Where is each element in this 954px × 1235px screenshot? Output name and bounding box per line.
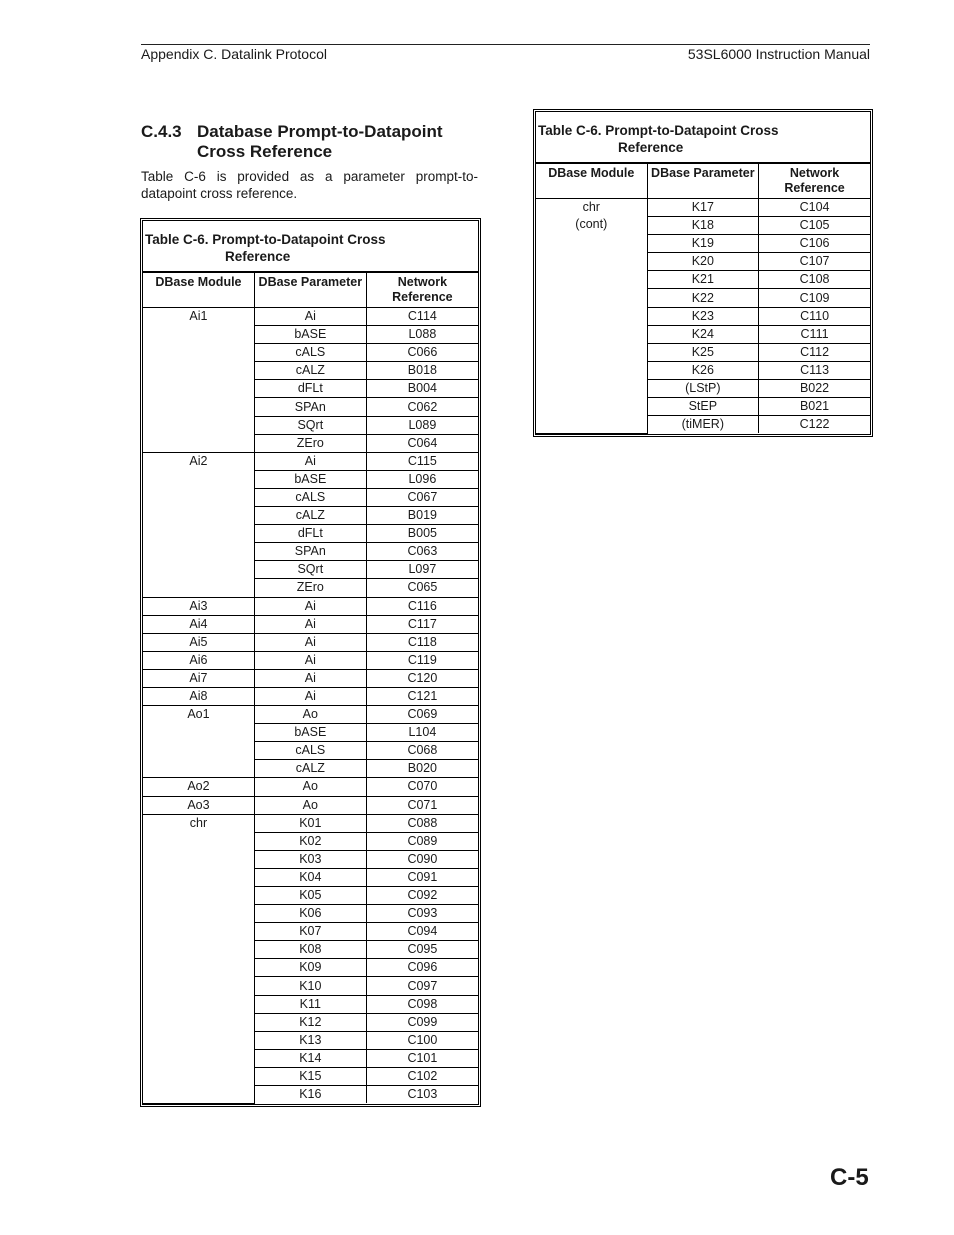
parameter-cell: K25 [647, 343, 759, 361]
table-row [143, 452, 478, 470]
network-reference-cell: C088 [366, 814, 478, 832]
parameter-cell: (tiMER) [647, 416, 759, 434]
network-reference-cell: C064 [366, 434, 478, 452]
network-reference-cell: C063 [366, 543, 478, 561]
table-row [143, 706, 478, 724]
parameter-cell: K20 [647, 253, 759, 271]
network-reference-cell: B019 [366, 507, 478, 525]
parameter-cell: K10 [254, 977, 366, 995]
module-cell: Ai6 [143, 651, 254, 669]
table-row [143, 651, 478, 669]
parameter-cell: K18 [647, 217, 759, 235]
parameter-cell: SPAn [254, 543, 366, 561]
parameter-cell: bASE [254, 326, 366, 344]
header-chapter: Appendix C. Datalink Protocol [141, 46, 327, 62]
parameter-cell: K23 [647, 307, 759, 325]
network-reference-cell: C104 [759, 199, 870, 217]
network-reference-cell: C089 [366, 832, 478, 850]
parameter-cell: K02 [254, 832, 366, 850]
network-reference-cell: C068 [366, 742, 478, 760]
header-network-reference: Network Reference [759, 164, 870, 199]
module-cell: Ao2 [143, 778, 254, 796]
network-reference-cell: C121 [366, 687, 478, 705]
network-reference-cell: C099 [366, 1013, 478, 1031]
parameter-cell: K08 [254, 941, 366, 959]
cross-reference-table-right [535, 111, 871, 435]
network-reference-cell: B004 [366, 380, 478, 398]
network-reference-cell: C109 [759, 289, 870, 307]
network-reference-cell: C117 [366, 615, 478, 633]
parameter-cell: cALS [254, 488, 366, 506]
module-cell: Ai4 [143, 615, 254, 633]
parameter-cell: K24 [647, 325, 759, 343]
network-reference-cell: C067 [366, 488, 478, 506]
parameter-cell: K03 [254, 850, 366, 868]
parameter-cell: cALZ [254, 507, 366, 525]
network-reference-cell: L089 [366, 416, 478, 434]
module-cell: Ai8 [143, 687, 254, 705]
header-network-reference: Network Reference [366, 273, 478, 308]
header-dbase-module: DBase Module [143, 273, 254, 308]
parameter-cell: K19 [647, 235, 759, 253]
header-dbase-parameter: DBase Parameter [254, 273, 366, 308]
parameter-cell: K12 [254, 1013, 366, 1031]
module-cell: Ai1 [143, 308, 254, 453]
parameter-cell: K17 [647, 199, 759, 217]
table-row [143, 778, 478, 796]
module-cell: Ai5 [143, 633, 254, 651]
table-row [143, 796, 478, 814]
table-row [143, 308, 478, 326]
parameter-cell: ZEro [254, 579, 366, 597]
parameter-cell: K07 [254, 923, 366, 941]
parameter-cell: StEP [647, 398, 759, 416]
table-row [143, 669, 478, 687]
module-cell: Ao1 [143, 706, 254, 778]
network-reference-cell: C094 [366, 923, 478, 941]
module-cell: Ai2 [143, 452, 254, 597]
parameter-cell: Ai [254, 669, 366, 687]
module-cell: chr [143, 814, 254, 1103]
running-header [141, 44, 870, 63]
parameter-cell: bASE [254, 724, 366, 742]
network-reference-cell: C108 [759, 271, 870, 289]
network-reference-cell: C069 [366, 706, 478, 724]
table-row [143, 814, 478, 832]
network-reference-cell: B018 [366, 362, 478, 380]
table-rows [143, 273, 478, 1104]
parameter-cell: K13 [254, 1031, 366, 1049]
parameter-cell: dFLt [254, 525, 366, 543]
parameter-cell: bASE [254, 470, 366, 488]
table-caption-line1: Table C-6. Prompt-to-Datapoint Cross [538, 123, 779, 138]
network-reference-cell: C070 [366, 778, 478, 796]
network-reference-cell: C102 [366, 1067, 478, 1085]
table-header-row [536, 164, 870, 199]
parameter-cell: K09 [254, 959, 366, 977]
parameter-cell: Ai [254, 452, 366, 470]
network-reference-cell: L097 [366, 561, 478, 579]
network-reference-cell: C091 [366, 868, 478, 886]
network-reference-cell: C098 [366, 995, 478, 1013]
network-reference-cell: C107 [759, 253, 870, 271]
network-reference-cell: C092 [366, 887, 478, 905]
module-cell: Ao3 [143, 796, 254, 814]
parameter-cell: ZEro [254, 434, 366, 452]
parameter-cell: K16 [254, 1086, 366, 1104]
module-cell: chr (cont) [536, 199, 647, 434]
section-title-line1: Database Prompt-to-Datapoint [197, 122, 443, 141]
parameter-cell: (LStP) [647, 379, 759, 397]
parameter-cell: Ai [254, 308, 366, 326]
table-caption [143, 221, 478, 272]
network-reference-cell: B021 [759, 398, 870, 416]
parameter-cell: SQrt [254, 416, 366, 434]
parameter-cell: SPAn [254, 398, 366, 416]
module-cell: Ai7 [143, 669, 254, 687]
network-reference-cell: B005 [366, 525, 478, 543]
parameter-cell: K22 [647, 289, 759, 307]
network-reference-cell: C071 [366, 796, 478, 814]
network-reference-cell: L096 [366, 470, 478, 488]
parameter-cell: Ao [254, 796, 366, 814]
network-reference-cell: C093 [366, 905, 478, 923]
network-reference-cell: C062 [366, 398, 478, 416]
parameter-cell: dFLt [254, 380, 366, 398]
network-reference-cell: C100 [366, 1031, 478, 1049]
network-reference-cell: C111 [759, 325, 870, 343]
network-reference-cell: C118 [366, 633, 478, 651]
parameter-cell: K14 [254, 1049, 366, 1067]
parameter-cell: K06 [254, 905, 366, 923]
parameter-cell: K11 [254, 995, 366, 1013]
parameter-cell: cALZ [254, 760, 366, 778]
page-number: C-5 [830, 1164, 869, 1191]
parameter-cell: Ai [254, 597, 366, 615]
header-manual-title: 53SL6000 Instruction Manual [687, 46, 870, 62]
table-row [143, 597, 478, 615]
network-reference-cell: C090 [366, 850, 478, 868]
network-reference-cell: C106 [759, 235, 870, 253]
cross-reference-table-left [142, 220, 479, 1105]
network-reference-cell: C113 [759, 361, 870, 379]
network-reference-cell: C120 [366, 669, 478, 687]
parameter-cell: Ao [254, 778, 366, 796]
section-number: C.4.3 [141, 122, 182, 141]
section-heading [141, 122, 481, 162]
network-reference-cell: C101 [366, 1049, 478, 1067]
parameter-cell: cALZ [254, 362, 366, 380]
parameter-cell: SQrt [254, 561, 366, 579]
network-reference-cell: C110 [759, 307, 870, 325]
module-cell: Ai3 [143, 597, 254, 615]
parameter-cell: K26 [647, 361, 759, 379]
network-reference-cell: C103 [366, 1086, 478, 1104]
intro-paragraph: Table C-6 is provided as a parameter prompt-to-datapoint cross reference. [141, 169, 478, 201]
parameter-cell: K05 [254, 887, 366, 905]
table-caption-line2: Reference [225, 249, 291, 264]
parameter-cell: Ai [254, 615, 366, 633]
table-caption-line2: Reference [618, 140, 684, 155]
header-dbase-module: DBase Module [536, 164, 647, 199]
parameter-cell: K04 [254, 868, 366, 886]
table-row [143, 615, 478, 633]
header-dbase-parameter: DBase Parameter [647, 164, 759, 199]
network-reference-cell: C116 [366, 597, 478, 615]
network-reference-cell: B020 [366, 760, 478, 778]
parameter-cell: Ai [254, 687, 366, 705]
table-row [536, 199, 870, 217]
network-reference-cell: C096 [366, 959, 478, 977]
network-reference-cell: C115 [366, 452, 478, 470]
network-reference-cell: L104 [366, 724, 478, 742]
parameter-cell: cALS [254, 344, 366, 362]
network-reference-cell: C105 [759, 217, 870, 235]
network-reference-cell: C122 [759, 416, 870, 434]
network-reference-cell: C066 [366, 344, 478, 362]
table-caption [536, 112, 870, 163]
parameter-cell: K15 [254, 1067, 366, 1085]
network-reference-cell: C114 [366, 308, 478, 326]
table-rows [536, 164, 870, 434]
table-body [143, 272, 478, 1104]
network-reference-cell: L088 [366, 326, 478, 344]
network-reference-cell: C112 [759, 343, 870, 361]
parameter-cell: Ai [254, 633, 366, 651]
network-reference-cell: C065 [366, 579, 478, 597]
section-title-line2: Cross Reference [197, 142, 333, 161]
parameter-cell: K21 [647, 271, 759, 289]
table-header-row [143, 273, 478, 308]
table-caption-line1: Table C-6. Prompt-to-Datapoint Cross [145, 232, 386, 247]
network-reference-cell: B022 [759, 379, 870, 397]
network-reference-cell: C097 [366, 977, 478, 995]
network-reference-cell: C119 [366, 651, 478, 669]
parameter-cell: Ao [254, 706, 366, 724]
parameter-cell: K01 [254, 814, 366, 832]
table-row [143, 633, 478, 651]
table-row [143, 687, 478, 705]
network-reference-cell: C095 [366, 941, 478, 959]
parameter-cell: Ai [254, 651, 366, 669]
table-body [536, 163, 870, 434]
parameter-cell: cALS [254, 742, 366, 760]
